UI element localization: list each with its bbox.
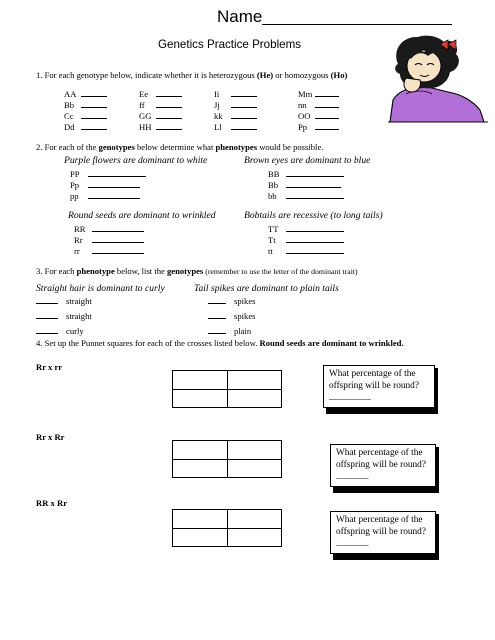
genotype-item bbox=[64, 121, 107, 132]
answer-blank[interactable] bbox=[156, 99, 182, 108]
phenotype-label: straight bbox=[66, 296, 92, 306]
genotype-label: Tt bbox=[268, 235, 276, 245]
answer-blank[interactable] bbox=[286, 245, 344, 254]
genotype-item bbox=[64, 110, 107, 121]
phenotype-item bbox=[74, 234, 144, 245]
percentage-question-box bbox=[330, 511, 436, 554]
answer-blank[interactable] bbox=[81, 121, 107, 130]
genotype-label: Bb bbox=[64, 100, 75, 110]
answer-blank[interactable] bbox=[286, 223, 344, 232]
genotype-item bbox=[214, 88, 257, 99]
genotype-label: RR bbox=[74, 224, 86, 234]
answer-blank[interactable] bbox=[231, 99, 257, 108]
phenotype-item bbox=[74, 245, 144, 256]
phenotype-item bbox=[268, 168, 344, 179]
phenotype-item bbox=[268, 245, 344, 256]
answer-blank[interactable] bbox=[231, 110, 257, 119]
percentage-question: What percentage of the offspring will be round? _________ bbox=[329, 369, 419, 402]
genotype-item bbox=[298, 110, 339, 121]
answer-blank[interactable] bbox=[208, 310, 226, 319]
phenotype-item bbox=[70, 168, 146, 179]
trait-statement: Tail spikes are dominant to plain tails bbox=[194, 283, 339, 294]
genotype-label: Rr bbox=[74, 235, 83, 245]
genotype-label: HH bbox=[139, 122, 152, 132]
genotype-item bbox=[139, 88, 182, 99]
genotype-label: Ll bbox=[214, 122, 222, 132]
answer-blank[interactable] bbox=[36, 310, 58, 319]
genotype-label: PP bbox=[70, 169, 80, 179]
genotype-label: AA bbox=[64, 89, 77, 99]
answer-blank[interactable] bbox=[36, 295, 58, 304]
genotype-item bbox=[214, 121, 257, 132]
punnett-square[interactable] bbox=[172, 509, 282, 547]
trait-statement: Purple flowers are dominant to white bbox=[64, 155, 208, 166]
answer-blank[interactable] bbox=[315, 88, 339, 97]
girl-illustration bbox=[388, 34, 488, 124]
genotype-item bbox=[64, 99, 107, 110]
genotype-label: BB bbox=[268, 169, 280, 179]
percentage-question: What percentage of the offspring will be round? _______ bbox=[336, 448, 426, 481]
answer-blank[interactable] bbox=[156, 88, 182, 97]
phenotype-label: spikes bbox=[234, 296, 256, 306]
genotype-label: ff bbox=[139, 100, 145, 110]
genotype-label: rr bbox=[74, 246, 80, 256]
genotype-item bbox=[139, 121, 182, 132]
genotype-item bbox=[298, 88, 339, 99]
phenotype-label: curly bbox=[66, 326, 84, 336]
page-title: Genetics Practice Problems bbox=[158, 38, 302, 51]
answer-blank[interactable] bbox=[81, 88, 107, 97]
trait-statement: Bobtails are recessive (to long tails) bbox=[244, 210, 383, 221]
genotype-item bbox=[298, 121, 339, 132]
grid-divider bbox=[173, 528, 281, 529]
answer-blank[interactable] bbox=[156, 110, 182, 119]
phenotype-item bbox=[268, 190, 344, 201]
genotype-label: Jj bbox=[214, 100, 220, 110]
answer-blank[interactable] bbox=[315, 110, 339, 119]
percentage-question: What percentage of the offspring will be round? _______ bbox=[336, 515, 426, 548]
answer-blank[interactable] bbox=[286, 190, 344, 199]
answer-blank[interactable] bbox=[92, 245, 144, 254]
genotype-label: Pp bbox=[70, 180, 80, 190]
genotype-label: Mm bbox=[298, 89, 313, 99]
genotype-label: bb bbox=[268, 191, 277, 201]
answer-blank[interactable] bbox=[92, 234, 144, 243]
phenotype-item bbox=[74, 223, 144, 234]
genotype-label: Bb bbox=[268, 180, 279, 190]
answer-blank[interactable] bbox=[92, 223, 144, 232]
genotype-label: tt bbox=[268, 246, 273, 256]
answer-blank[interactable] bbox=[231, 121, 257, 130]
genotype-item bbox=[298, 99, 339, 110]
grid-divider bbox=[173, 389, 281, 390]
phenotype-label: plain bbox=[234, 326, 252, 336]
cross-label: Rr x rr bbox=[36, 362, 63, 372]
phenotype-item bbox=[268, 223, 344, 234]
genotype-label: kk bbox=[214, 111, 223, 121]
genotype-item bbox=[139, 110, 182, 121]
q2-prompt: 2. For each of the genotypes below determine what phenotypes would be possible. bbox=[36, 142, 324, 152]
trait-statement: Brown eyes are dominant to blue bbox=[244, 155, 371, 166]
percentage-question-box bbox=[330, 444, 436, 487]
answer-blank[interactable] bbox=[81, 110, 107, 119]
shirt bbox=[390, 87, 484, 122]
genotype-item bbox=[139, 99, 182, 110]
genotype-answer-item bbox=[36, 325, 84, 336]
genotype-label: Ii bbox=[214, 89, 220, 99]
answer-blank[interactable] bbox=[315, 99, 339, 108]
q1-prompt: 1. For each genotype below, indicate whether it is heterozygous (He) or homozygous (Ho) bbox=[36, 70, 348, 80]
phenotype-item bbox=[70, 190, 140, 201]
answer-blank[interactable] bbox=[231, 88, 257, 97]
name-label: Name bbox=[217, 7, 263, 26]
punnett-square[interactable] bbox=[172, 370, 282, 408]
phenotype-item bbox=[70, 179, 140, 190]
genotype-label: Dd bbox=[64, 122, 75, 132]
genotype-label: nn bbox=[298, 100, 307, 110]
cross-label: Rr x Rr bbox=[36, 432, 65, 442]
genotype-answer-item bbox=[36, 295, 92, 306]
answer-blank[interactable] bbox=[81, 99, 107, 108]
genotype-label: Ee bbox=[139, 89, 149, 99]
answer-blank[interactable] bbox=[286, 179, 341, 188]
q4-prompt: 4. Set up the Punnet squares for each of the crosses listed below. Round seeds are dominant to wrinkled. bbox=[36, 338, 404, 348]
answer-blank[interactable] bbox=[156, 121, 182, 130]
answer-blank[interactable] bbox=[36, 325, 58, 334]
answer-blank[interactable] bbox=[286, 168, 344, 177]
percentage-question-box bbox=[323, 365, 435, 408]
genotype-answer-item bbox=[208, 295, 255, 306]
answer-blank[interactable] bbox=[88, 179, 140, 188]
genotype-label: TT bbox=[268, 224, 279, 234]
grid-divider bbox=[173, 459, 281, 460]
answer-blank[interactable] bbox=[208, 325, 226, 334]
genotype-label: pp bbox=[70, 191, 79, 201]
genotype-answer-item bbox=[208, 325, 251, 336]
phenotype-item bbox=[268, 234, 344, 245]
trait-statement: Round seeds are dominant to wrinkled bbox=[68, 210, 216, 221]
answer-blank[interactable] bbox=[88, 190, 140, 199]
phenotype-item bbox=[268, 179, 341, 190]
genotype-label: GG bbox=[139, 111, 152, 121]
punnett-square[interactable] bbox=[172, 440, 282, 478]
cross-label: RR x Rr bbox=[36, 498, 68, 508]
q3-prompt: 3. For each phenotype below, list the genotypes (remember to use the letter of the dominant trait) bbox=[36, 266, 358, 276]
answer-blank[interactable] bbox=[88, 168, 146, 177]
genotype-item bbox=[214, 110, 257, 121]
answer-blank[interactable] bbox=[315, 121, 339, 130]
genotype-label: OO bbox=[298, 111, 311, 121]
name-line[interactable] bbox=[262, 24, 452, 25]
genotype-answer-item bbox=[36, 310, 92, 321]
genotype-label: Pp bbox=[298, 122, 308, 132]
answer-blank[interactable] bbox=[286, 234, 344, 243]
phenotype-label: straight bbox=[66, 311, 92, 321]
genotype-answer-item bbox=[208, 310, 255, 321]
genotype-item bbox=[214, 99, 257, 110]
phenotype-label: spikes bbox=[234, 311, 256, 321]
answer-blank[interactable] bbox=[208, 295, 226, 304]
genotype-item bbox=[64, 88, 107, 99]
trait-statement: Straight hair is dominant to curly bbox=[36, 283, 165, 294]
genotype-label: Cc bbox=[64, 111, 74, 121]
hand bbox=[404, 78, 421, 92]
